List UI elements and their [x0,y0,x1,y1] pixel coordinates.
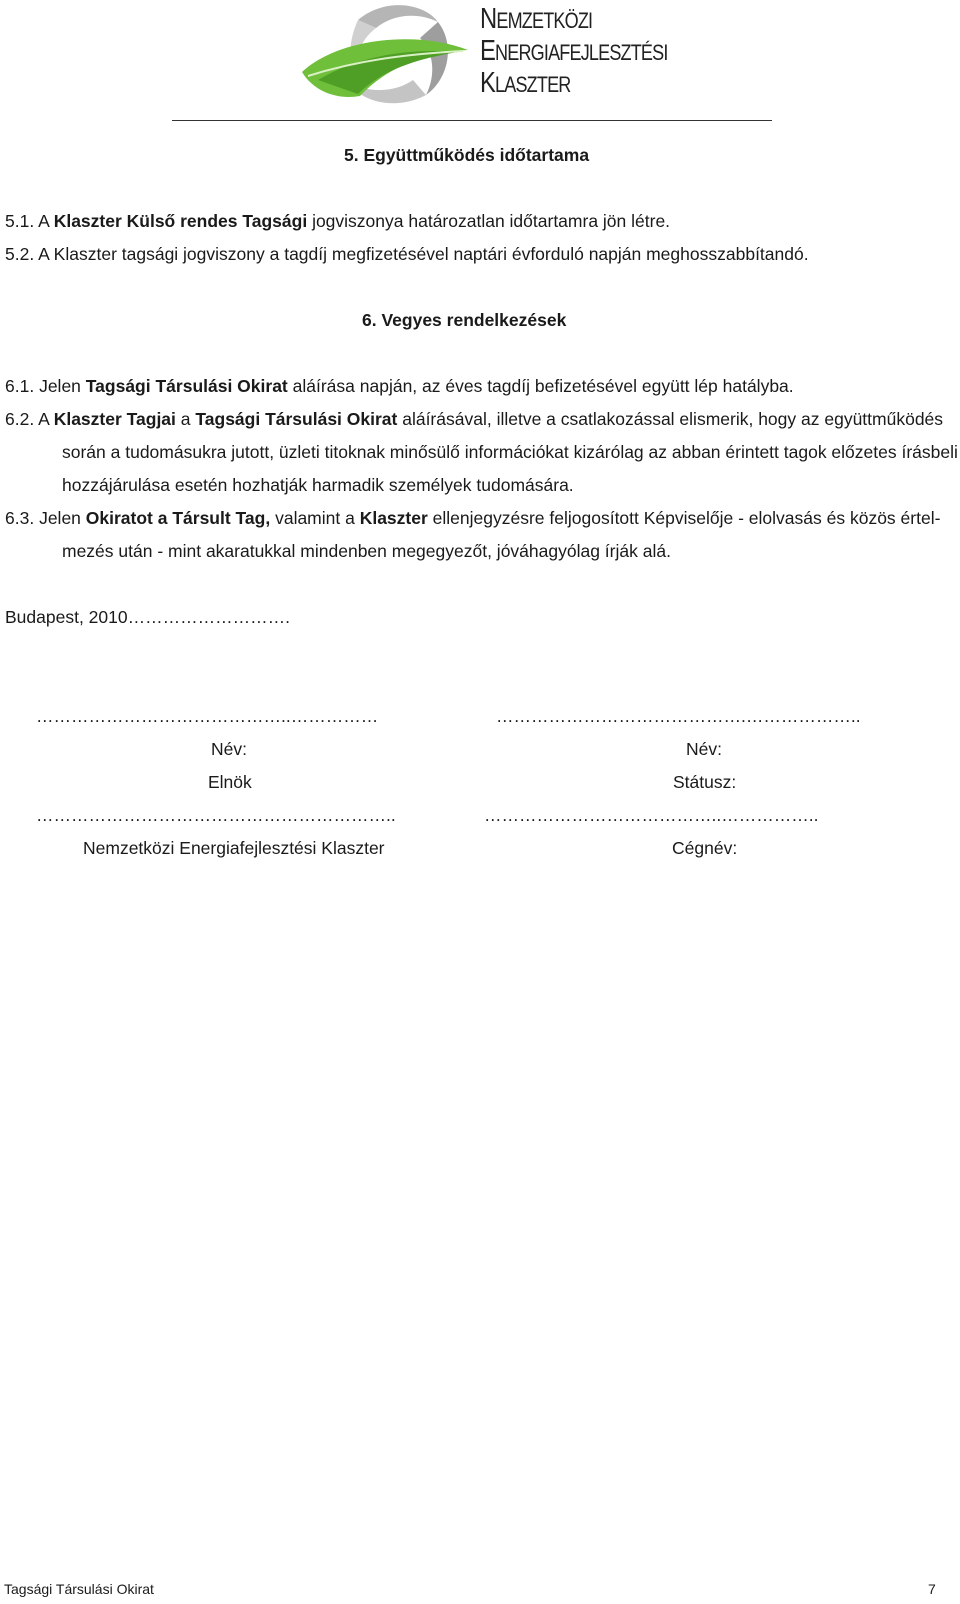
right-company-label: Cégnév: [672,838,738,858]
cluster-logo [298,0,668,108]
paragraph-6-1: 6.1. Jelen Tagsági Társulási Okirat aláírása napján, az éves tagdíj befizetésével együtt lép hatályba. [5,376,794,396]
page-number: 7 [928,1581,936,1597]
logo-wordmark: NEMZETKÖZI ENERGIAFEJLESZTÉSI KLASZTER [480,3,668,99]
header-rule [172,120,772,121]
paragraph-number: 6.1. [5,376,35,396]
paragraph-6-2-line-2: során a tudomásukra jutott, üzleti titoknak minősülő információkat kizárólag az abban érintett tagok előzetes írásbeli [62,442,958,462]
paragraph-number: 6.3. [5,508,35,528]
paragraph-6-3: 6.3. Jelen Okiratot a Társult Tag, valamint a Klaszter ellenjegyzésre feljogosított Képviselője - elolvasás és közös értel- [5,508,941,528]
footer-title: Tagsági Társulási Okirat [4,1581,154,1597]
section-6-heading: 6. Vegyes rendelkezések [362,310,567,330]
left-org-line: …………………………………………………….. [36,805,396,825]
paragraph-number: 5.2. [5,244,35,264]
right-name-label: Név: [686,739,722,759]
left-org-name: Nemzetközi Energiafejlesztési Klaszter [83,838,385,858]
right-company-line: …………………………………..…………….. [484,805,819,825]
paragraph-6-2-line-3: hozzájárulása esetén hozhatják harmadik személyek tudomására. [62,475,574,495]
place-date: Budapest, 2010………………………. [5,607,290,627]
paragraph-5-1: 5.1. A Klaszter Külső rendes Tagsági jogviszonya határozatlan időtartamra jön létre. [5,211,671,231]
leaf-recycle-icon [298,0,478,108]
right-status-label: Státusz: [673,772,737,792]
paragraph-5-2: 5.2. A Klaszter tagsági jogviszony a tagdíj megfizetésével naptári évforduló napján meghosszabbítandó. [5,244,809,264]
right-signature-line: …………………………………….……………….. [496,706,861,726]
left-role: Elnök [208,772,252,792]
left-signature-line: ……………………………………..…………… [36,706,379,726]
paragraph-number: 5.1. [5,211,35,231]
paragraph-6-3-line-2: mezés után - mint akaratukkal mindenben megegyezőt, jóváhagyólag írják alá. [62,541,671,561]
left-name-label: Név: [211,739,247,759]
paragraph-6-2: 6.2. A Klaszter Tagjai a Tagsági Társulási Okirat aláírásával, illetve a csatlakozással elismerik, hogy az együttműködés [5,409,944,429]
paragraph-number: 6.2. [5,409,35,429]
section-5-heading: 5. Együttműködés időtartama [344,145,590,165]
